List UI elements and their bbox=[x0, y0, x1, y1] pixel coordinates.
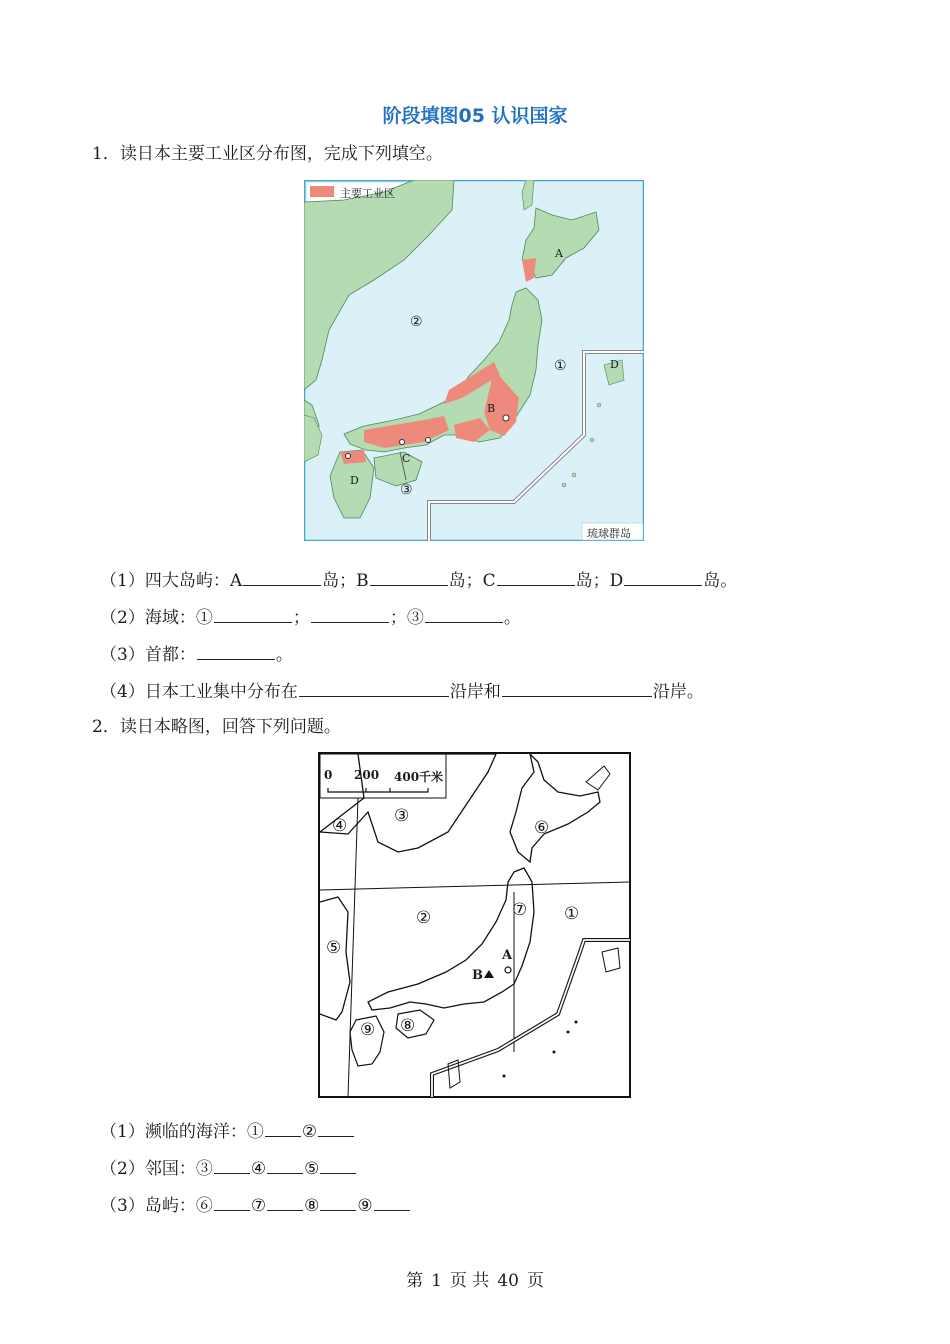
answer-blank[interactable] bbox=[214, 605, 292, 623]
answer-blank[interactable] bbox=[243, 568, 321, 586]
answer-blank[interactable] bbox=[374, 1193, 410, 1211]
answer-blank[interactable] bbox=[497, 568, 575, 586]
map1-label-B: B bbox=[487, 402, 496, 415]
scale-0: 0 bbox=[324, 768, 333, 782]
answer-blank[interactable] bbox=[267, 1193, 303, 1211]
map2-label-2: ② bbox=[416, 908, 432, 928]
map1-label-sea-3: ③ bbox=[400, 482, 413, 498]
q1-item-2: （2）海域：① ； ；③ 。 bbox=[100, 605, 521, 629]
map2-label-4: ④ bbox=[332, 816, 348, 836]
scale-400: 400千米 bbox=[394, 770, 444, 784]
map2-label-7: ⑦ bbox=[512, 900, 528, 920]
map2-label-6: ⑥ bbox=[534, 818, 550, 838]
q2-item-1: （1）濒临的海洋：① ② bbox=[100, 1119, 355, 1143]
answer-blank[interactable] bbox=[502, 679, 652, 697]
map1-label-A: A bbox=[555, 247, 563, 260]
map2-label-3: ③ bbox=[394, 806, 410, 826]
map1-label-C: C bbox=[402, 452, 411, 465]
answer-blank[interactable] bbox=[197, 642, 275, 660]
answer-blank[interactable] bbox=[624, 568, 702, 586]
map2-label-1: ① bbox=[564, 904, 580, 924]
question-1-stem: 1．读日本主要工业区分布图，完成下列填空。 bbox=[92, 144, 443, 164]
q1-item-4: （4）日本工业集中分布在 沿岸和 沿岸。 bbox=[100, 679, 704, 703]
answer-blank[interactable] bbox=[318, 1119, 354, 1137]
page-number: 1 bbox=[431, 1271, 442, 1291]
page-title: 阶段填图05 认识国家 bbox=[382, 105, 568, 127]
map1-label-D-kyushu: D bbox=[350, 474, 359, 487]
answer-blank[interactable] bbox=[311, 605, 389, 623]
answer-blank[interactable] bbox=[320, 1156, 356, 1174]
map2-label-8: ⑧ bbox=[400, 1016, 416, 1036]
answer-blank[interactable] bbox=[267, 1156, 303, 1174]
map1-label-sea-1: ① bbox=[554, 358, 567, 374]
scale-200: 200 bbox=[354, 768, 380, 782]
map1-label-D-inset: D bbox=[610, 358, 619, 371]
map1-label-sea-2: ② bbox=[410, 314, 423, 330]
answer-blank[interactable] bbox=[299, 679, 449, 697]
map2-label-B: B bbox=[472, 968, 483, 983]
answer-blank[interactable] bbox=[320, 1193, 356, 1211]
answer-blank[interactable] bbox=[370, 568, 448, 586]
answer-blank[interactable] bbox=[214, 1193, 250, 1211]
page-footer: 第 1 页 共 40 页 bbox=[406, 1271, 544, 1291]
map2-label-A: A bbox=[502, 948, 513, 963]
answer-blank[interactable] bbox=[265, 1119, 301, 1137]
page-total: 40 bbox=[497, 1271, 519, 1291]
map1-legend-label: 主要工业区 bbox=[340, 187, 395, 200]
map2-label-9: ⑨ bbox=[360, 1020, 376, 1040]
q1-item-3: （3）首都： 。 bbox=[100, 642, 293, 666]
q2-item-3: （3）岛屿：⑥ ⑦ ⑧ ⑨ bbox=[100, 1193, 411, 1217]
answer-blank[interactable] bbox=[214, 1156, 250, 1174]
question-2-stem: 2．读日本略图，回答下列问题。 bbox=[92, 717, 341, 737]
answer-blank[interactable] bbox=[425, 605, 503, 623]
q1-item-1: （1）四大岛屿：A 岛；B 岛；C 岛；D 岛。 bbox=[100, 568, 737, 592]
map1-inset-label: 琉球群岛 bbox=[587, 527, 631, 540]
japan-outline-map bbox=[318, 752, 631, 1098]
japan-industry-map bbox=[304, 180, 644, 541]
q2-item-2: （2）邻国：③ ④ ⑤ bbox=[100, 1156, 357, 1180]
map2-label-5: ⑤ bbox=[326, 938, 342, 958]
